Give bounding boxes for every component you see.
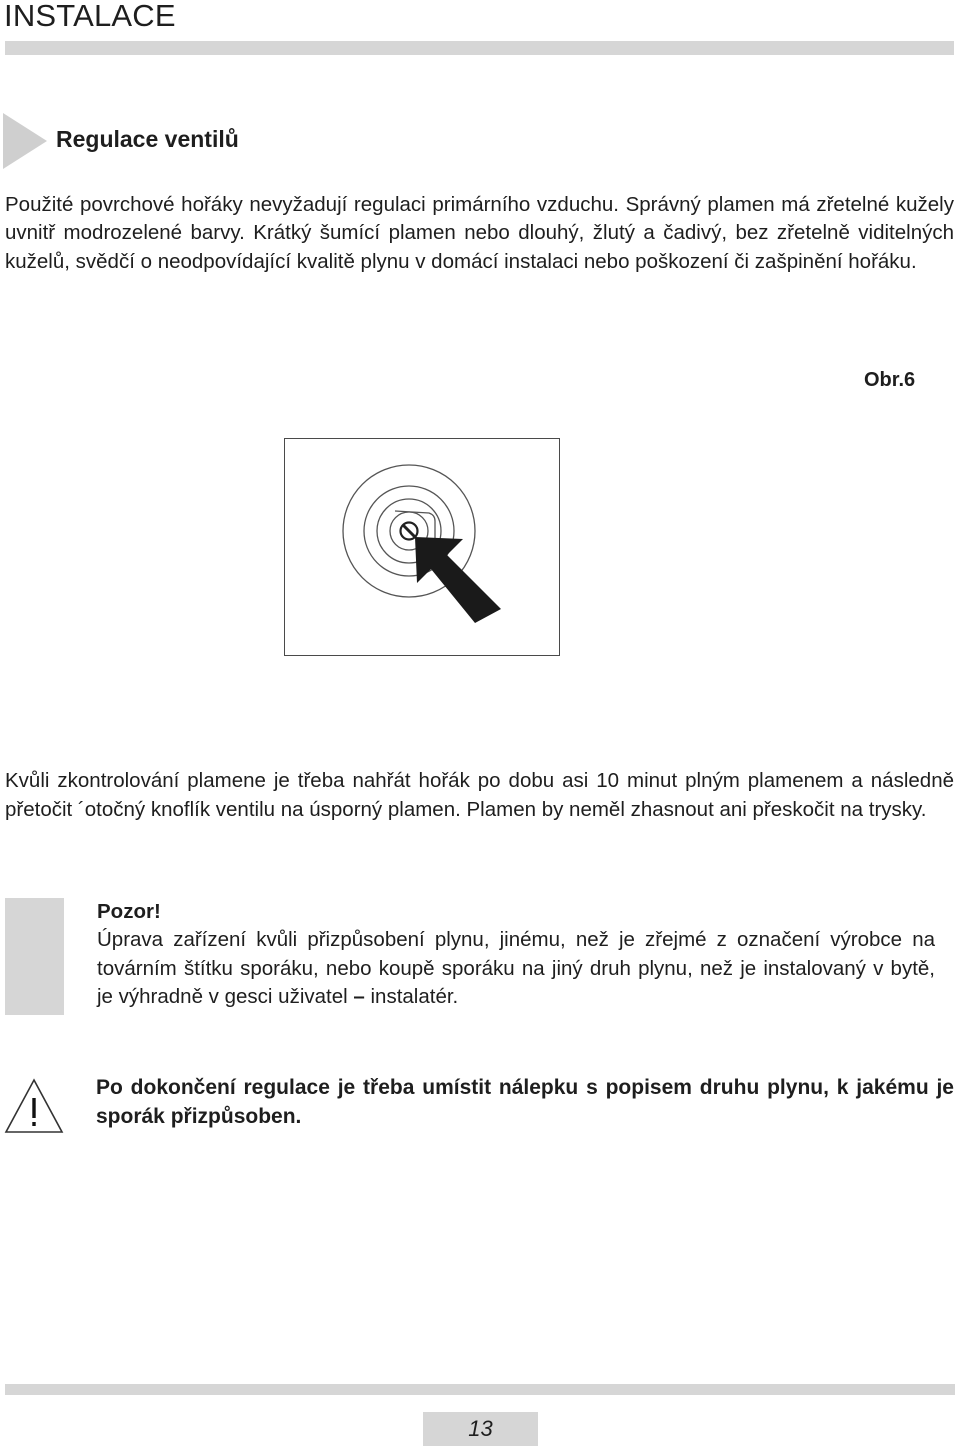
section-arrow-icon — [3, 113, 47, 169]
figure-label: Obr.6 — [864, 369, 916, 391]
notice-body-tail: instalatér. — [364, 985, 459, 1008]
page-title: INSTALACE — [4, 0, 176, 33]
header-rule — [5, 41, 954, 55]
screw-slot-icon — [401, 523, 418, 540]
footer-rule — [5, 1384, 955, 1395]
page-number: 13 — [423, 1412, 538, 1446]
warning-text: Po dokončení regulace je třeba umístit nálepku s popisem druhu plynu, k jakému je sporák přizpůsoben. — [96, 1076, 954, 1128]
notice-heading: Pozor! — [97, 900, 161, 923]
section-title: Regulace ventilů — [56, 126, 239, 152]
notice-dash: – — [353, 985, 365, 1008]
notice-body-text: Úprava zařízení kvůli přizpůsobení plynu, jinému, než je zřejmé z označení výrobce na továrním štítku sporáku, nebo koupě sporáku na jiný druh plynu, než je instalovaný v bytě, je výhradně v gesci uživatel — [97, 928, 935, 1008]
warning-triangle-icon — [4, 1078, 64, 1134]
pointer-arrow-icon — [415, 537, 501, 623]
figure-valve-adjustment — [284, 438, 560, 656]
paragraph-primary-air: Použité povrchové hořáky nevyžadují regulaci primárního vzduchu. Správný plamen má zřetelné kužely uvnitř modrozelené barvy. Krátký šumící plamen nebo dlouhý, žlutý a čadivý, bez zřetelně viditelných kuželů, svědčí o neodpovídající kvalitě plynu v domácí instalaci nebo poškození či zašpinění hořáku. — [5, 193, 954, 273]
paragraph-check-flame: Kvůli zkontrolování plamene je třeba nahřát hořák po dobu asi 10 minut plným plamenem a následně přetočit ´otočný knoflík ventilu na úsporný plamen. Plamen by neměl zhasnout ani přeskočit na trysky. — [5, 769, 954, 821]
notice-body — [97, 926, 935, 1012]
notice-marker — [5, 898, 64, 1015]
